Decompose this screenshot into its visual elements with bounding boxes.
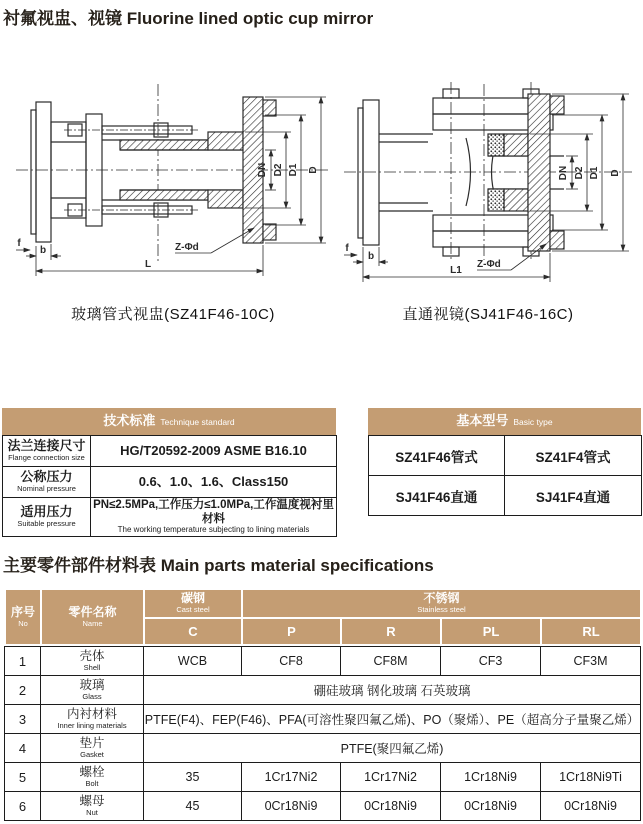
label-zh: 序号 (10, 604, 35, 619)
row-value (91, 436, 337, 467)
cell-value: 1Cr18Ni9Ti (541, 763, 641, 792)
label-zh: 公称压力 (20, 469, 73, 485)
name-en: Bolt (85, 778, 99, 788)
basic-type-table (368, 408, 641, 516)
cell-value-span: PTFE(聚四氟乙烯) (144, 734, 641, 763)
cell-value: 1Cr18Ni9 (441, 763, 541, 792)
dim-label-d: D (610, 169, 621, 177)
cell-name (41, 792, 144, 821)
dim-label-d1: D1 (288, 163, 299, 177)
name-zh: 垫片 (79, 736, 105, 751)
cell-no: 3 (5, 705, 41, 734)
name-zh: 壳体 (79, 649, 105, 664)
materials-table-header (4, 588, 642, 646)
cell-no: 6 (5, 792, 41, 821)
table-row (5, 676, 641, 705)
label-en: No (18, 618, 28, 628)
materials-table-body (4, 646, 641, 821)
cell-value: 35 (144, 763, 242, 792)
cell-value: 45 (144, 792, 242, 821)
dim-label-f: f (17, 238, 21, 249)
cell-value-span: 硼硅玻璃 钢化玻璃 石英玻璃 (144, 676, 641, 705)
dim-label-d2: D2 (273, 163, 284, 177)
dim-label-dn: DN (257, 162, 268, 178)
label-en: Stainless steel (417, 605, 466, 615)
row-value (91, 467, 337, 498)
header-zh: 技术标准 (103, 413, 156, 428)
value-text: 0.6、1.0、1.6、Class150 (138, 474, 289, 490)
cell-value-span: PTFE(F4)、FEP(F46)、PFA(可溶性聚四氟乙烯)、PO（聚烯）、PE（超高分子量聚乙烯） (144, 705, 641, 734)
table-row (3, 467, 337, 498)
row-value (91, 498, 337, 537)
col-header-rl: RL (541, 618, 641, 645)
type-cell: SZ41F4管式 (505, 436, 642, 476)
materials-table (4, 588, 640, 821)
valve-section (358, 89, 564, 256)
cell-value: CF3 (441, 647, 541, 676)
value-subtext: The working temperature subjecting to lining materials (117, 525, 310, 535)
col-header-r: R (341, 618, 441, 645)
table-row (5, 792, 641, 821)
col-header-p: P (242, 618, 341, 645)
cell-value: 0Cr18Ni9 (541, 792, 641, 821)
technique-standard-header (2, 408, 336, 435)
header-en: Basic type (513, 417, 553, 427)
cell-name (41, 705, 144, 734)
type-cell: SZ41F46管式 (369, 436, 505, 476)
table-row (369, 436, 642, 476)
table-row (5, 734, 641, 763)
label-en: Name (82, 618, 103, 628)
page-title: 衬氟视盅、视镜 Fluorine lined optic cup mirror (3, 9, 374, 28)
label-zh: 法兰连接尺寸 (7, 438, 86, 454)
cell-value: WCB (144, 647, 242, 676)
row-label (3, 436, 91, 467)
header-en: Technique standard (160, 417, 235, 427)
dim-label-d1: D1 (589, 166, 600, 180)
table-row (3, 498, 337, 537)
dim-label-l: L (144, 259, 152, 270)
type-cell: SJ41F46直通 (369, 476, 505, 516)
dim-label-f: f (345, 243, 349, 254)
dim-label-d2: D2 (574, 166, 585, 180)
cell-name (41, 676, 144, 705)
dim-label-b: b (367, 251, 375, 262)
name-zh: 内衬材料 (66, 707, 117, 722)
caption-straight-sight: 直通视镜(SJ41F46-16C) (402, 306, 574, 323)
cell-value: 1Cr17Ni2 (341, 763, 441, 792)
cell-name (41, 647, 144, 676)
dim-label-b: b (39, 245, 47, 256)
table-row (5, 705, 641, 734)
name-en: Gasket (80, 749, 104, 759)
row-label (3, 498, 91, 537)
dimension-labels (345, 166, 621, 276)
cell-no: 4 (5, 734, 41, 763)
dim-label-dn: DN (558, 165, 569, 181)
table-row (3, 436, 337, 467)
label-zh: 碳钢 (180, 591, 205, 606)
cell-value: 0Cr18Ni9 (441, 792, 541, 821)
col-group-cast-steel (144, 589, 242, 618)
label-en: Nominal pressure (17, 484, 76, 494)
cell-no: 1 (5, 647, 41, 676)
label-en: Suitable pressure (17, 519, 76, 529)
label-zh: 零件名称 (68, 604, 117, 619)
value-text: HG/T20592-2009 ASME B16.10 (120, 443, 307, 459)
name-en: Glass (82, 691, 102, 701)
row-label (3, 467, 91, 498)
cell-name (41, 734, 144, 763)
table-row (369, 476, 642, 516)
name-en: Inner lining materials (57, 720, 127, 730)
dimension-lines (16, 97, 326, 276)
dim-label-zd: Z-Φd (477, 259, 501, 270)
drawing-glass-tube-sight (8, 70, 338, 302)
col-header-name (41, 589, 144, 645)
table-row (5, 589, 641, 618)
basic-type-header (368, 408, 641, 435)
type-cell: SJ41F4直通 (505, 476, 642, 516)
cell-value: 1Cr17Ni2 (242, 763, 341, 792)
cell-value: CF8M (341, 647, 441, 676)
value-text: PN≤2.5MPa,工作压力≤1.0MPa,工作温度视衬里材料 (93, 498, 334, 525)
label-en: Flange connection size (8, 453, 85, 463)
caption-glass-tube-sight: 玻璃管式视盅(SZ41F46-10C) (71, 306, 275, 323)
header-zh: 基本型号 (456, 413, 509, 428)
cell-value: CF8 (242, 647, 341, 676)
col-header-no (5, 589, 41, 645)
label-zh: 适用压力 (20, 504, 73, 520)
dimension-lines (344, 94, 629, 282)
name-zh: 螺栓 (79, 765, 105, 780)
cell-value: CF3M (541, 647, 641, 676)
materials-section-title: 主要零件部件材料表 Main parts material specifications (3, 556, 434, 575)
label-zh: 不锈钢 (423, 591, 460, 606)
drawing-straight-sight-glass (338, 70, 638, 302)
name-zh: 玻璃 (79, 678, 105, 693)
col-header-pl: PL (441, 618, 541, 645)
name-en: Nut (86, 807, 98, 817)
name-en: Shell (83, 662, 101, 672)
name-zh: 螺母 (79, 794, 105, 809)
label-en: Cast steel (176, 605, 210, 615)
cell-no: 2 (5, 676, 41, 705)
dim-label-l1: L1 (450, 265, 462, 276)
table-row (5, 647, 641, 676)
table-row (5, 763, 641, 792)
dim-label-zd: Z-Φd (175, 242, 199, 253)
cell-name (41, 763, 144, 792)
cell-value: 0Cr18Ni9 (341, 792, 441, 821)
technique-standard-table (2, 408, 336, 537)
col-group-stainless-steel (242, 589, 641, 618)
cell-no: 5 (5, 763, 41, 792)
dim-label-d: D (308, 166, 319, 174)
cell-value: 0Cr18Ni9 (242, 792, 341, 821)
col-header-c: C (144, 618, 242, 645)
